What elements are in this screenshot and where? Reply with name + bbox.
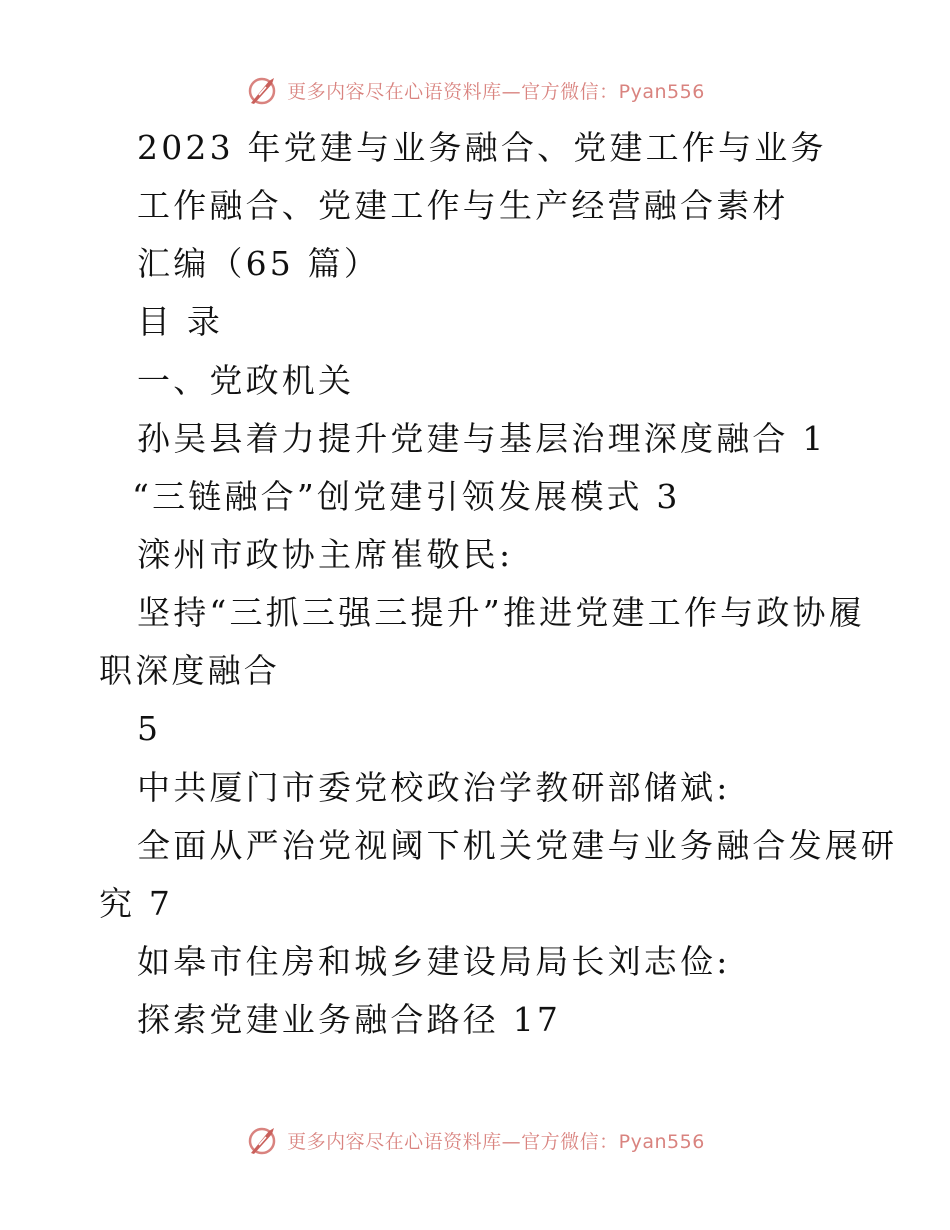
toc-entry: “三链融合”创党建引领发展模式 3 [132, 477, 681, 516]
footer-watermark [0, 1120, 950, 1160]
toc-entry-author: 滦州市政协主席崔敬民: [137, 535, 514, 574]
doc-title-line-3: 汇编（65 篇） [137, 244, 381, 283]
toc-entry: 探索党建业务融合路径 17 [137, 1000, 562, 1039]
toc-entry: 全面从严治党视阈下机关党建与业务融合发展研 [137, 826, 898, 865]
toc-heading: 目 录 [137, 302, 224, 341]
toc-entry-author: 中共厦门市委党校政治学教研部储斌: [137, 768, 731, 807]
toc-entry: 孙吴县着力提升党建与基层治理深度融合 1 [137, 419, 827, 458]
toc-page-number: 5 [137, 709, 162, 748]
quill-pen-logo-icon [245, 1123, 279, 1157]
toc-entry: 坚持“三抓三强三提升”推进党建工作与政协履 [137, 593, 865, 632]
watermark-text: 更多内容尽在心语资料库—官方微信：Pyan556 [287, 1130, 705, 1153]
toc-entry-continuation: 职深度融合 [99, 651, 280, 690]
doc-title-line-1: 2023 年党建与业务融合、党建工作与业务 [137, 128, 827, 167]
watermark-text: 更多内容尽在心语资料库—官方微信：Pyan556 [287, 80, 705, 103]
header-watermark [0, 70, 950, 110]
toc-section-heading: 一、党政机关 [137, 361, 355, 400]
quill-pen-logo-icon [245, 73, 279, 107]
toc-entry-author: 如皋市住房和城乡建设局局长刘志俭: [137, 942, 731, 981]
toc-entry-continuation: 究 7 [99, 884, 174, 923]
doc-title-line-2: 工作融合、党建工作与生产经营融合素材 [137, 186, 789, 225]
